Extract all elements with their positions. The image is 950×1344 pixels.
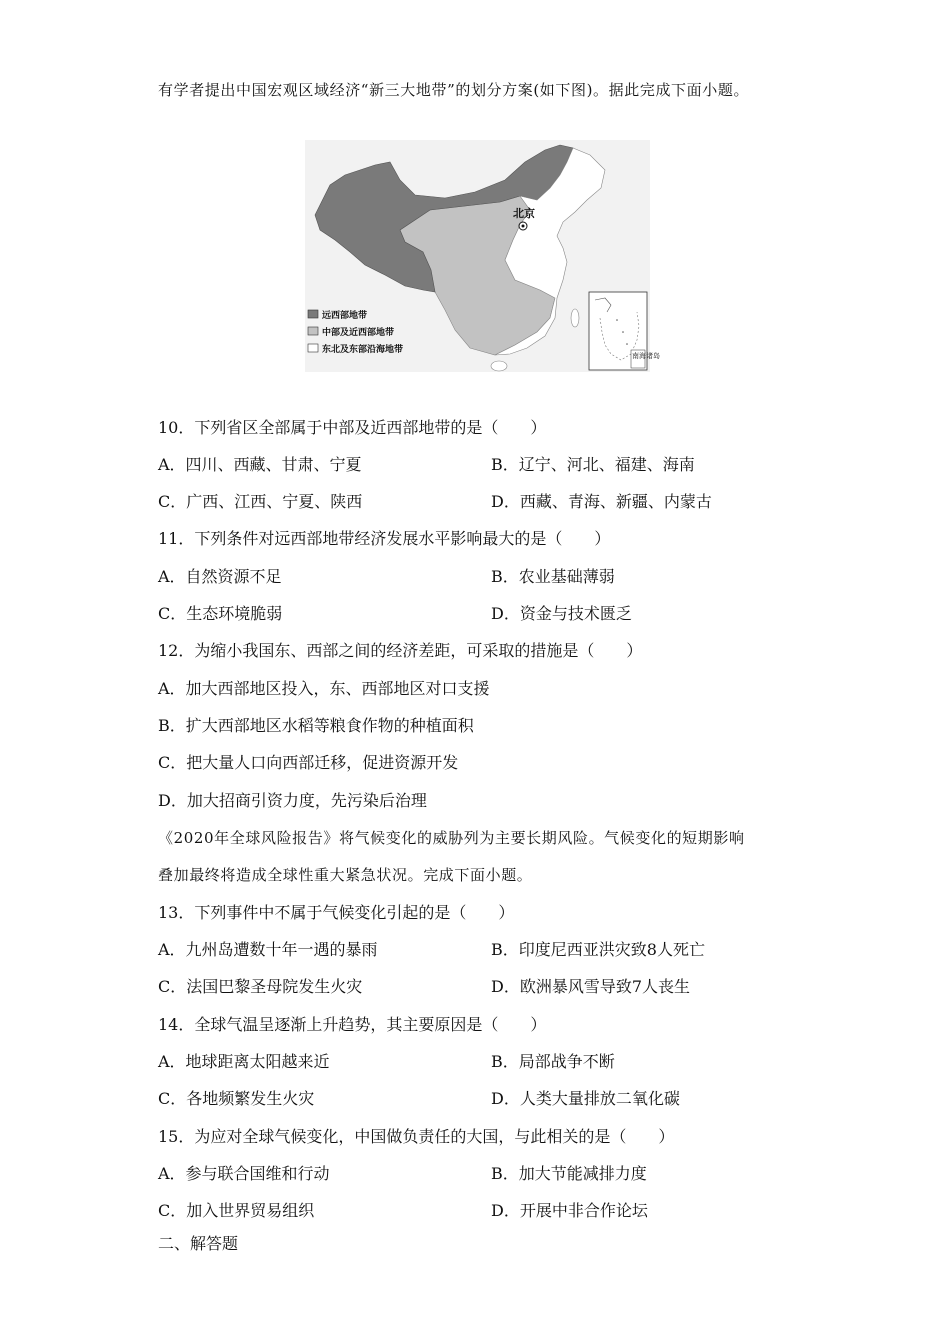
q10-option-b: B．辽宁、河北、福建、海南 xyxy=(491,455,695,474)
q12-option-d: D．加大招商引资力度，先污染后治理 xyxy=(158,791,427,810)
q13-option-c: C．法国巴黎圣母院发生火灾 xyxy=(158,977,363,996)
legend-east: 东北及东部沿海地带 xyxy=(322,345,404,355)
q11-option-c: C．生态环境脆弱 xyxy=(158,604,283,623)
q15-option-c: C．加入世界贸易组织 xyxy=(158,1201,315,1220)
q12-option-a: A．加大西部地区投入，东、西部地区对口支援 xyxy=(158,679,490,698)
q11-option-d: D．资金与技术匮乏 xyxy=(491,604,632,623)
intro-text: 有学者提出中国宏观区域经济“新三大地带”的划分方案(如下图)。据此完成下面小题。 xyxy=(158,81,750,99)
q13-option-b: B．印度尼西亚洪灾致8人死亡 xyxy=(491,940,705,959)
q10-option-d: D．西藏、青海、新疆、内蒙古 xyxy=(491,492,712,511)
intro-text-2-line-1: 《2020年全球风险报告》将气候变化的威胁列为主要长期风险。气候变化的短期影响 xyxy=(158,829,745,847)
legend-swatch-east xyxy=(308,344,318,352)
q15-option-d: D．开展中非合作论坛 xyxy=(491,1201,648,1220)
q11-option-b: B．农业基础薄弱 xyxy=(491,567,615,586)
legend-swatch-far-west xyxy=(308,310,318,318)
china-economic-zones-map xyxy=(305,140,660,372)
legend-swatch-central xyxy=(308,327,318,335)
question-14: 14．全球气温呈逐渐上升趋势，其主要原因是（ ） xyxy=(158,1015,547,1034)
taiwan-island xyxy=(571,309,579,327)
q12-option-b: B．扩大西部地区水稻等粮食作物的种植面积 xyxy=(158,716,474,735)
question-12: 12．为缩小我国东、西部之间的经济差距，可采取的措施是（ ） xyxy=(158,641,643,660)
q11-option-a: A．自然资源不足 xyxy=(158,567,282,586)
question-15: 15．为应对全球气候变化，中国做负责任的大国，与此相关的是（ ） xyxy=(158,1127,675,1146)
q13-option-d: D．欧洲暴风雪导致7人丧生 xyxy=(491,977,691,996)
q12-option-c: C．把大量人口向西部迁移，促进资源开发 xyxy=(158,753,459,772)
q15-option-b: B．加大节能减排力度 xyxy=(491,1164,647,1183)
q10-option-a: A．四川、西藏、甘肃、宁夏 xyxy=(158,455,362,474)
legend-far-west: 远西部地带 xyxy=(322,311,368,321)
q13-option-a: A．九州岛遭数十年一遇的暴雨 xyxy=(158,940,378,959)
question-10: 10．下列省区全部属于中部及近西部地带的是（ ） xyxy=(158,418,547,437)
q15-option-a: A．参与联合国维和行动 xyxy=(158,1164,330,1183)
intro-text-2-line-2: 叠加最终将造成全球性重大紧急状况。完成下面小题。 xyxy=(158,866,533,884)
question-13: 13．下列事件中不属于气候变化引起的是（ ） xyxy=(158,903,515,922)
beijing-label: 北京 xyxy=(513,207,535,220)
q10-option-c: C．广西、江西、宁夏、陕西 xyxy=(158,492,363,511)
q14-option-b: B．局部战争不断 xyxy=(491,1052,615,1071)
hainan-island xyxy=(491,361,507,371)
section-title: 二、解答题 xyxy=(158,1234,239,1253)
question-11: 11．下列条件对远西部地带经济发展水平影响最大的是（ ） xyxy=(158,529,611,548)
q14-option-d: D．人类大量排放二氧化碳 xyxy=(491,1089,680,1108)
legend-central: 中部及近西部地带 xyxy=(322,328,395,338)
q14-option-c: C．各地频繁发生火灾 xyxy=(158,1089,315,1108)
inset-label: 南海诸岛 xyxy=(632,352,660,360)
q14-option-a: A．地球距离太阳越来近 xyxy=(158,1052,330,1071)
